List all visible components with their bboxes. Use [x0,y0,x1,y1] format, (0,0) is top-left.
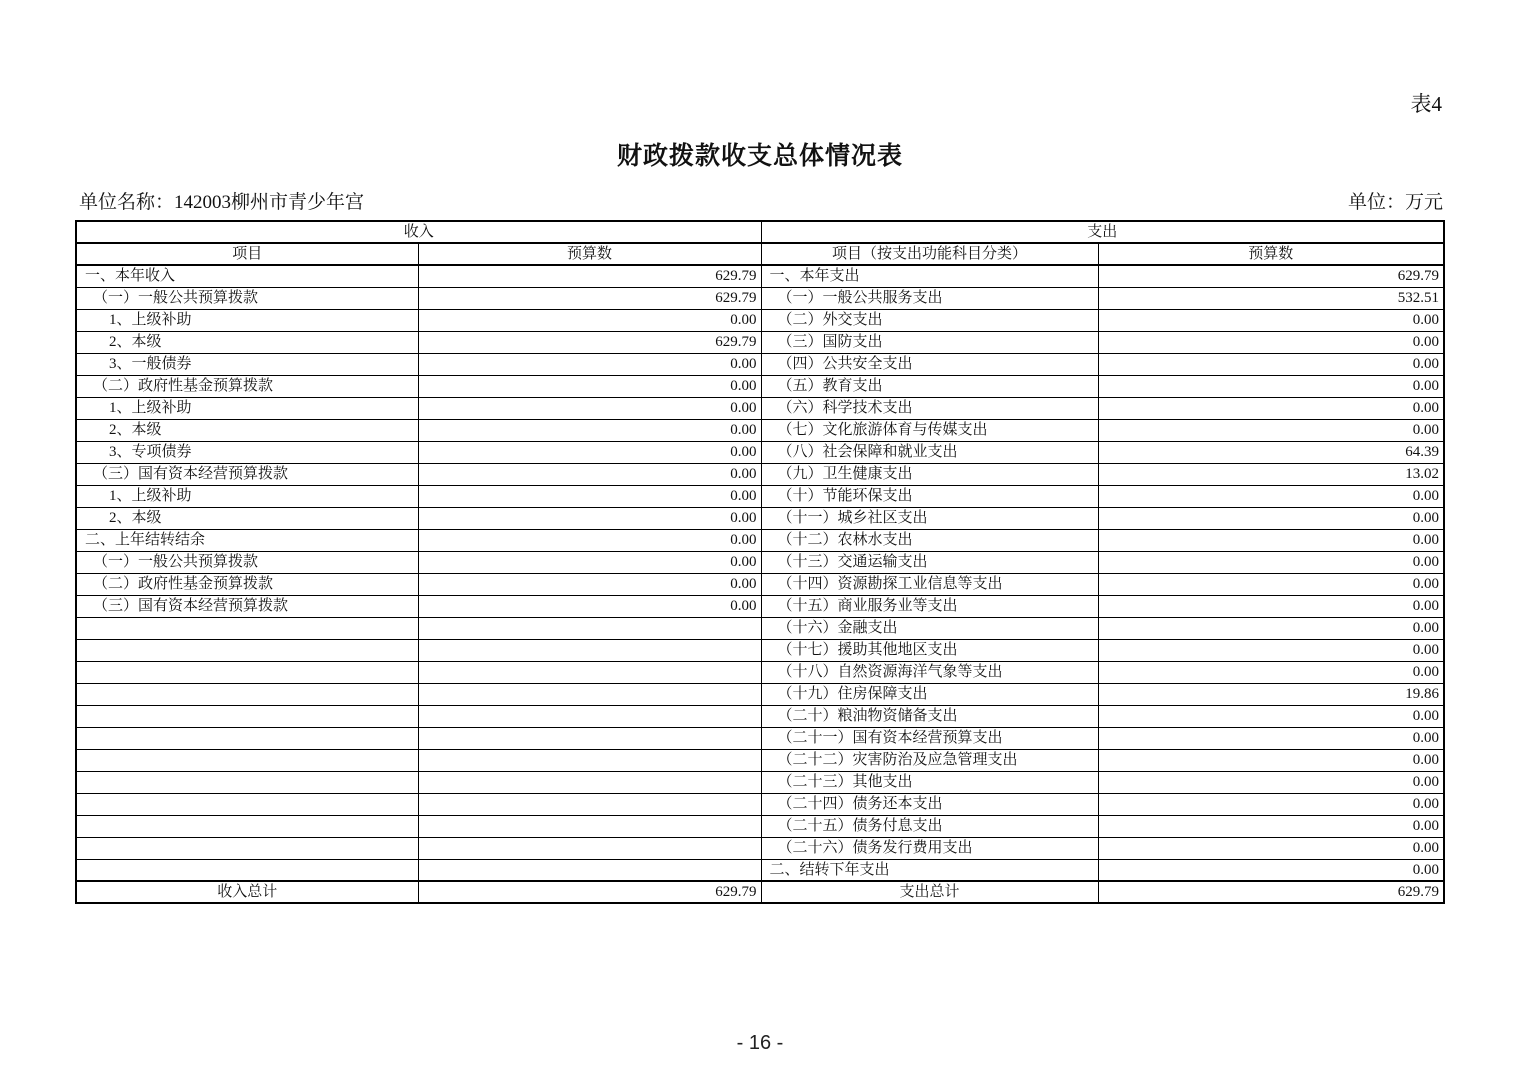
expense-value-cell: 0.00 [1098,595,1444,617]
income-item-cell: 3、一般债券 [76,353,418,375]
income-item-cell [76,639,418,661]
income-item-cell: 1、上级补助 [76,485,418,507]
income-item-cell [76,793,418,815]
sheet-label: 表4 [1410,92,1442,116]
income-value-cell: 0.00 [418,529,761,551]
income-value-cell: 0.00 [418,463,761,485]
table-row [76,859,1444,881]
expense-value-cell: 13.02 [1098,463,1444,485]
table-row [76,617,1444,639]
column-header-row [76,243,1444,265]
expense-value-cell: 0.00 [1098,771,1444,793]
expense-value-cell: 0.00 [1098,375,1444,397]
income-item-cell [76,771,418,793]
expense-group-header: 支出 [761,221,1444,243]
income-value-cell: 0.00 [418,375,761,397]
income-total-value: 629.79 [418,881,761,903]
expense-value-cell: 0.00 [1098,331,1444,353]
expense-item-cell: （二）外交支出 [761,309,1098,331]
expense-item-cell: （十）节能环保支出 [761,485,1098,507]
income-item-cell [76,727,418,749]
income-item-cell: （三）国有资本经营预算拨款 [76,595,418,617]
expense-value-cell: 629.79 [1098,265,1444,287]
income-value-cell [418,793,761,815]
expense-value-cell: 0.00 [1098,859,1444,881]
income-budget-column-header: 预算数 [418,243,761,265]
income-item-column-header: 项目 [76,243,418,265]
expense-value-cell: 64.39 [1098,441,1444,463]
expense-item-cell: （九）卫生健康支出 [761,463,1098,485]
table-row [76,331,1444,353]
expense-value-cell: 0.00 [1098,727,1444,749]
table-row [76,551,1444,573]
income-value-cell: 629.79 [418,265,761,287]
income-item-cell [76,859,418,881]
table-row [76,573,1444,595]
expense-item-column-header: 项目（按支出功能科目分类） [761,243,1098,265]
table-row [76,485,1444,507]
income-item-cell: （一）一般公共预算拨款 [76,287,418,309]
expense-total-value: 629.79 [1098,881,1444,903]
expense-item-cell: （十五）商业服务业等支出 [761,595,1098,617]
expense-item-cell: （四）公共安全支出 [761,353,1098,375]
table-row [76,463,1444,485]
table-row [76,749,1444,771]
expense-value-cell: 0.00 [1098,485,1444,507]
table-row [76,265,1444,287]
expense-item-cell: 一、本年支出 [761,265,1098,287]
table-row [76,529,1444,551]
income-item-cell: 1、上级补助 [76,397,418,419]
table-row [76,705,1444,727]
table-row [76,683,1444,705]
income-value-cell: 0.00 [418,595,761,617]
income-value-cell: 629.79 [418,287,761,309]
expense-item-cell: （八）社会保障和就业支出 [761,441,1098,463]
income-item-cell [76,617,418,639]
table-row [76,727,1444,749]
expense-value-cell: 0.00 [1098,309,1444,331]
income-item-cell: 二、上年结转结余 [76,529,418,551]
income-item-cell: 2、本级 [76,331,418,353]
expense-value-cell: 0.00 [1098,749,1444,771]
income-value-cell: 0.00 [418,485,761,507]
expense-value-cell: 0.00 [1098,815,1444,837]
income-value-cell [418,639,761,661]
expense-value-cell: 532.51 [1098,287,1444,309]
income-value-cell [418,661,761,683]
table-row [76,375,1444,397]
income-item-cell: （二）政府性基金预算拨款 [76,375,418,397]
expense-budget-column-header: 预算数 [1098,243,1444,265]
income-value-cell [418,815,761,837]
expense-item-cell: （十一）城乡社区支出 [761,507,1098,529]
table-row [76,507,1444,529]
table-row [76,661,1444,683]
expense-item-cell: （三）国防支出 [761,331,1098,353]
expense-item-cell: （十九）住房保障支出 [761,683,1098,705]
expense-item-cell: （二十三）其他支出 [761,771,1098,793]
table-row [76,353,1444,375]
table-row [76,287,1444,309]
table-row [76,441,1444,463]
expense-value-cell: 0.00 [1098,551,1444,573]
unit-info-row [79,187,1443,214]
expense-item-cell: （五）教育支出 [761,375,1098,397]
income-item-cell: 1、上级补助 [76,309,418,331]
table-row [76,793,1444,815]
income-value-cell [418,727,761,749]
expense-value-cell: 19.86 [1098,683,1444,705]
income-item-cell: （三）国有资本经营预算拨款 [76,463,418,485]
income-item-cell: 2、本级 [76,507,418,529]
expense-value-cell: 0.00 [1098,705,1444,727]
expense-value-cell: 0.00 [1098,793,1444,815]
group-header-row [76,221,1444,243]
income-value-cell [418,837,761,859]
expense-value-cell: 0.00 [1098,353,1444,375]
table-row [76,771,1444,793]
income-item-cell: 3、专项债券 [76,441,418,463]
expense-value-cell: 0.00 [1098,419,1444,441]
expense-value-cell: 0.00 [1098,397,1444,419]
income-value-cell: 629.79 [418,331,761,353]
income-item-cell [76,661,418,683]
expense-item-cell: （十三）交通运输支出 [761,551,1098,573]
income-item-cell: （二）政府性基金预算拨款 [76,573,418,595]
expense-item-cell: （十二）农林水支出 [761,529,1098,551]
expense-item-cell: （二十一）国有资本经营预算支出 [761,727,1098,749]
income-item-cell [76,683,418,705]
income-total-label: 收入总计 [76,881,418,903]
income-value-cell: 0.00 [418,419,761,441]
table-row [76,309,1444,331]
table-row [76,419,1444,441]
income-value-cell: 0.00 [418,441,761,463]
budget-table [75,220,1445,904]
expense-value-cell: 0.00 [1098,617,1444,639]
expense-item-cell: （十八）自然资源海洋气象等支出 [761,661,1098,683]
page-title: 财政拨款收支总体情况表 [616,143,903,170]
income-item-cell [76,705,418,727]
income-item-cell [76,815,418,837]
table-row [76,595,1444,617]
income-value-cell: 0.00 [418,309,761,331]
expense-item-cell: （十七）援助其他地区支出 [761,639,1098,661]
income-item-cell: （一）一般公共预算拨款 [76,551,418,573]
income-value-cell [418,617,761,639]
expense-item-cell: （二十六）债务发行费用支出 [761,837,1098,859]
expense-item-cell: （二十五）债务付息支出 [761,815,1098,837]
expense-value-cell: 0.00 [1098,529,1444,551]
expense-item-cell: （一）一般公共服务支出 [761,287,1098,309]
table-body [76,265,1444,881]
income-group-header: 收入 [76,221,761,243]
income-item-cell: 一、本年收入 [76,265,418,287]
expense-item-cell: （十六）金融支出 [761,617,1098,639]
income-value-cell: 0.00 [418,353,761,375]
income-item-cell [76,749,418,771]
income-value-cell [418,771,761,793]
expense-value-cell: 0.00 [1098,661,1444,683]
expense-value-cell: 0.00 [1098,573,1444,595]
expense-value-cell: 0.00 [1098,507,1444,529]
income-item-cell: 2、本级 [76,419,418,441]
expense-total-label: 支出总计 [761,881,1098,903]
expense-item-cell: （二十）粮油物资储备支出 [761,705,1098,727]
income-value-cell: 0.00 [418,507,761,529]
income-value-cell [418,705,761,727]
income-value-cell: 0.00 [418,551,761,573]
expense-value-cell: 0.00 [1098,639,1444,661]
table-row [76,815,1444,837]
expense-item-cell: （十四）资源勘探工业信息等支出 [761,573,1098,595]
table-row [76,837,1444,859]
expense-item-cell: （二十二）灾害防治及应急管理支出 [761,749,1098,771]
expense-value-cell: 0.00 [1098,837,1444,859]
income-value-cell [418,749,761,771]
income-value-cell: 0.00 [418,397,761,419]
unit-name-label: 单位名称：142003柳州市青少年宫 [79,192,365,213]
expense-item-cell: （七）文化旅游体育与传媒支出 [761,419,1098,441]
income-value-cell: 0.00 [418,573,761,595]
total-row [76,881,1444,903]
expense-item-cell: （二十四）债务还本支出 [761,793,1098,815]
expense-item-cell: （六）科学技术支出 [761,397,1098,419]
table-row [76,639,1444,661]
currency-unit-label: 单位：万元 [1347,192,1443,213]
table-row [76,397,1444,419]
income-value-cell [418,683,761,705]
income-item-cell [76,837,418,859]
income-value-cell [418,859,761,881]
page-number: - 16 - [736,1032,784,1054]
expense-item-cell: 二、结转下年支出 [761,859,1098,881]
